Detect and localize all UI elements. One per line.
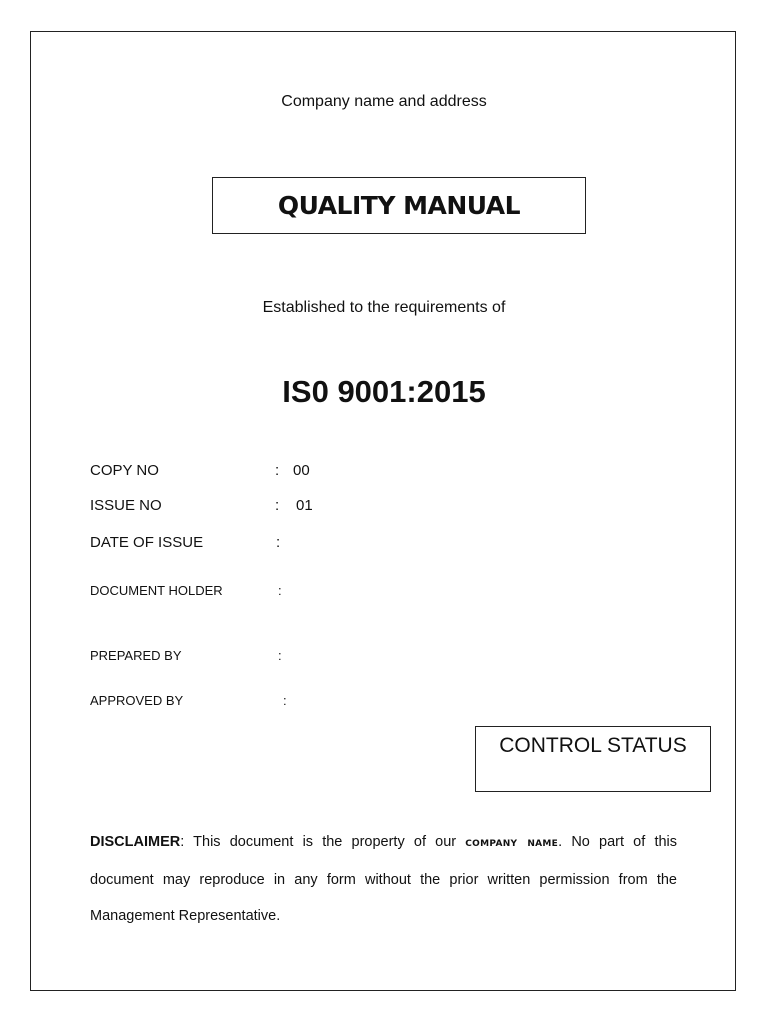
field-colon: : — [275, 462, 280, 479]
title-box — [212, 177, 586, 234]
disclaimer-text-start: : This document is the property of our — [180, 834, 466, 850]
field-document-holder — [90, 583, 490, 603]
field-copy-no — [90, 462, 490, 482]
field-colon: : — [276, 534, 281, 551]
requirements-intro: Established to the requirements of — [262, 299, 506, 316]
field-colon: : — [278, 583, 282, 598]
disclaimer-company-name: company name — [465, 835, 559, 850]
standard-name: IS0 9001:2015 — [282, 374, 486, 409]
field-label: DATE OF ISSUE — [90, 534, 204, 551]
disclaimer-text-end: . No part of this document may reproduce in any form without the prior written permission from the Management Representative. — [90, 834, 678, 924]
field-label: ISSUE NO — [90, 497, 162, 514]
field-label: DOCUMENT HOLDER — [90, 583, 223, 598]
company-name-address: Company name and address — [281, 93, 487, 110]
field-value: 00 — [293, 462, 310, 479]
disclaimer-label: DISCLAIMER — [90, 834, 181, 850]
field-date-of-issue — [90, 534, 490, 554]
field-label: PREPARED BY — [90, 648, 182, 663]
control-status-box — [475, 726, 711, 792]
field-issue-no — [90, 497, 490, 517]
disclaimer-paragraph — [90, 824, 677, 935]
field-value: 01 — [296, 497, 313, 514]
field-label: COPY NO — [90, 462, 159, 479]
field-label: APPROVED BY — [90, 693, 184, 708]
field-colon: : — [278, 648, 282, 663]
field-prepared-by — [90, 648, 490, 668]
field-approved-by — [90, 693, 490, 713]
field-colon: : — [275, 497, 280, 514]
field-colon: : — [283, 693, 287, 708]
control-status-label: CONTROL STATUS — [499, 734, 687, 757]
document-title: QUALITY MANUAL — [277, 191, 521, 220]
